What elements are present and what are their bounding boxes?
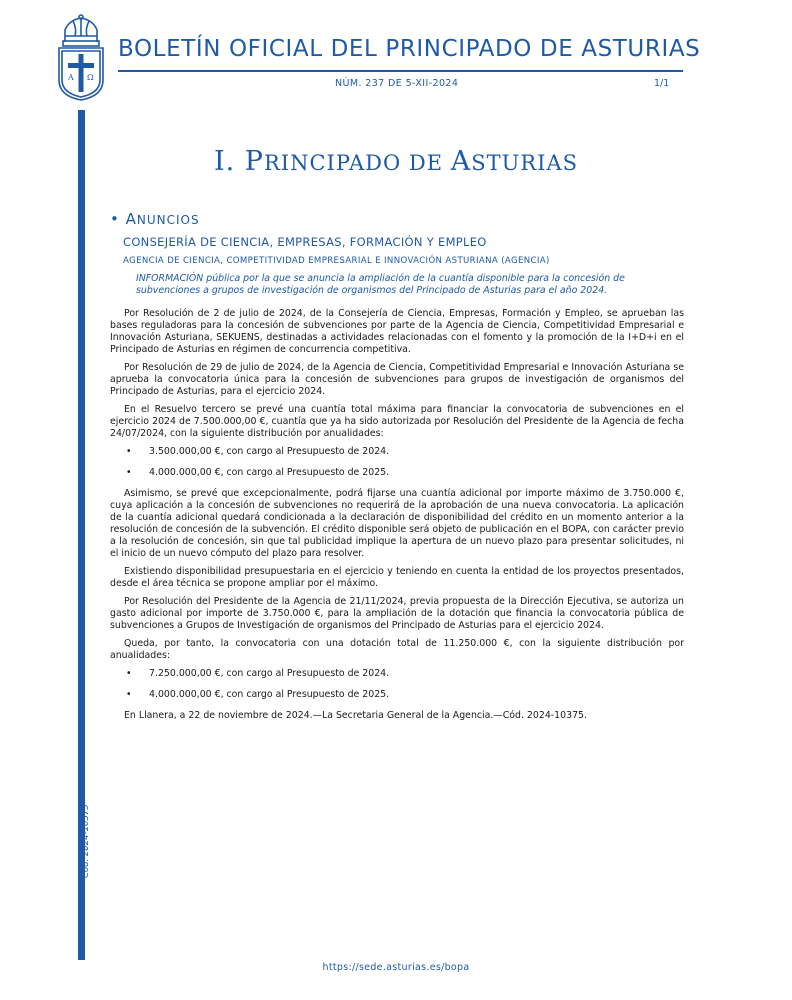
bulletin-title: BOLETÍN OFICIAL DEL PRINCIPADO DE ASTURIAS [118, 36, 701, 62]
side-document-code: Cód. 2024-10375 [81, 804, 91, 878]
list-item-text: 4.000.000,00 €, con cargo al Presupuesto de 2025. [149, 467, 390, 478]
asturias-coat-of-arms-icon [55, 14, 107, 102]
announcement-body [110, 308, 684, 728]
paragraph: En el Resuelvo tercero se prevé una cuantía total máxima para financiar la convocatoria de subvenciones en el ejercicio 2024 de 7.500.000,00 €, cuantía que ya ha sido autorizada por Resolución del Presidente de la Agencia de fecha 24/07/2024, con la siguiente distribución por anualidades: [110, 404, 684, 439]
bullet-icon: • [126, 446, 132, 457]
list-item-text: 4.000.000,00 €, con cargo al Presupuesto de 2025. [149, 689, 390, 700]
svg-text:A: A [68, 73, 74, 82]
list-item [110, 668, 684, 680]
paragraph: Por Resolución del Presidente de la Agencia de 21/11/2024, previa propuesta de la Dirección Ejecutiva, se autoriza un gasto adicional por importe de 3.750.000 €, para la ampliación de la dotación que financia la convocatoria pública de subvenciones a Grupos de Investigación de organismos del Principado de Asturias para el ejercicio 2024. [110, 596, 684, 631]
department-heading: CONSEJERÍA DE CIENCIA, EMPRESAS, FORMACIÓN Y EMPLEO [123, 235, 487, 249]
page-count: 1/1 [654, 78, 670, 89]
anuncios-heading [110, 210, 200, 228]
paragraph: Por Resolución de 29 de julio de 2024, de la Agencia de Ciencia, Competitividad Empresarial e Innovación Asturiana se aprueba la convocatoria única para la concesión de subvenciones para grupos de investigación de organismos del Principado de Asturias, para el ejercicio 2024. [110, 362, 684, 397]
issue-number: NÚM. 237 DE 5-XII-2024 [335, 78, 459, 89]
section-title [0, 146, 792, 177]
list-item [110, 689, 684, 701]
section-title-part4: STURIAS [471, 151, 579, 175]
paragraph: Por Resolución de 2 de julio de 2024, de la Consejería de Ciencia, Empresas, Formación y Empleo, se aprueban las bases reguladoras para la concesión de subvenciones por parte de la Agencia de Ciencia, Competitividad Empresarial e Innovación Asturiana, SEKUENS, destinadas a actividades relacionadas con el fomento y la promoción de la I+D+i en el Principado de Asturias en régimen de concurrencia competitiva. [110, 308, 684, 355]
bullet-icon: • [110, 210, 120, 228]
allocation-list [110, 668, 684, 701]
bullet-icon: • [126, 467, 132, 478]
bullet-icon: • [126, 689, 132, 700]
announcement-summary: INFORMACIÓN pública por la que se anuncia la ampliación de la cuantía disponible para la concesión de subvenciones a grupos de investigación de organismos del Principado de Asturias para el año 2024. [136, 273, 625, 296]
list-item [110, 446, 684, 458]
signature-line: En Llanera, a 22 de noviembre de 2024.—La Secretaria General de la Agencia.—Cód. 2024-10375. [124, 710, 587, 721]
anuncios-rest: NUNCIOS [136, 213, 200, 227]
paragraph: Existiendo disponibilidad presupuestaria en el ejercicio y teniendo en cuenta la entidad de los proyectos presentados, desde el área técnica se propone ampliar por el máximo. [110, 566, 684, 589]
svg-text:Ω: Ω [87, 73, 94, 82]
section-title-part2: RINCIPADO DE [263, 151, 451, 175]
agency-heading: AGENCIA DE CIENCIA, COMPETITIVIDAD EMPRESARIAL E INNOVACIÓN ASTURIANA (AGENCIA) [123, 256, 550, 266]
bullet-icon: • [126, 668, 132, 679]
list-item [110, 467, 684, 479]
footer-link[interactable]: https://sede.asturias.es/bopa [322, 962, 470, 973]
section-title-part1: I. P [213, 146, 264, 177]
allocation-list [110, 446, 684, 479]
section-title-part3: A [450, 146, 472, 177]
paragraph: Queda, por tanto, la convocatoria con una dotación total de 11.250.000 €, con la siguiente distribución por anualidades: [110, 638, 684, 661]
anuncios-initial: A [125, 210, 137, 228]
paragraph: Asimismo, se prevé que excepcionalmente, podrá fijarse una cuantía adicional por importe máximo de 3.750.000 €, cuya aplicación a la concesión de subvenciones no requerirá de la aprobación de una nueva convocatoria. La aplicación de la cuantía adicional quedará condicionada a la declaración de disponibilidad del crédito en un momento anterior a la resolución de concesión de la subvención. El crédito disponible será objeto de publicación en el BOPA, con carácter previo a la resolución de concesión, sin que tal publicidad implique la apertura de un nuevo plazo para presentar solicitudes, ni el inicio de un nuevo cómputo del plazo para resolver. [110, 488, 684, 559]
list-item-text: 3.500.000,00 €, con cargo al Presupuesto de 2024. [149, 446, 390, 457]
list-item-text: 7.250.000,00 €, con cargo al Presupuesto de 2024. [149, 668, 390, 679]
header-divider [118, 70, 683, 72]
